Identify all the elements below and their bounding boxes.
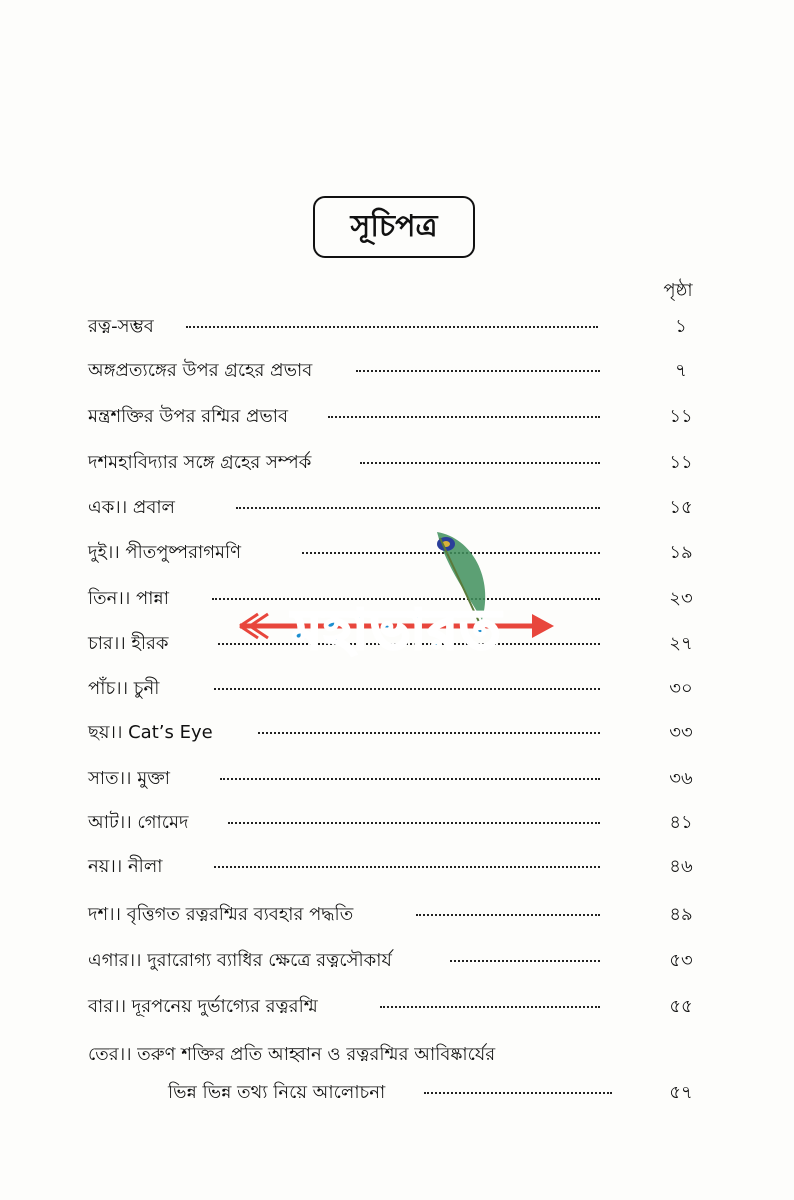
dot-leader bbox=[214, 866, 600, 868]
toc-entry-page: ১১ bbox=[669, 406, 693, 427]
toc-entry-title: নয়।। নীলা bbox=[88, 856, 163, 877]
toc-entry bbox=[88, 808, 708, 838]
dot-leader bbox=[186, 326, 598, 328]
dot-leader bbox=[258, 732, 600, 734]
toc-entry bbox=[88, 946, 708, 976]
toc-entry bbox=[88, 852, 708, 882]
toc-entry-title: দশমহাবিদ্যার সঙ্গে গ্রহের সম্পর্ক bbox=[88, 452, 312, 473]
dot-leader bbox=[416, 914, 600, 916]
toc-entry-page: ৩৩ bbox=[669, 722, 693, 743]
toc-entry-page: ৪৯ bbox=[669, 904, 693, 925]
toc-entry-title: সাত।। মুক্তা bbox=[88, 768, 170, 789]
toc-entry-title: এক।। প্রবাল bbox=[88, 497, 175, 518]
toc-entry bbox=[88, 718, 708, 748]
toc-entry bbox=[88, 312, 708, 342]
toc-entry-page: ৫৭ bbox=[669, 1082, 693, 1103]
toc-title-box bbox=[313, 196, 475, 258]
toc-entry-title: চার।। হীরক bbox=[88, 633, 169, 654]
toc-entry-title: এগার।। দুরারোগ্য ব্যাধির ক্ষেত্রে রত্নসৌকার্য bbox=[88, 950, 392, 971]
toc-entry-page: ৩৬ bbox=[669, 768, 693, 789]
toc-entry-page: ১৯ bbox=[669, 542, 693, 563]
dot-leader bbox=[360, 462, 600, 464]
dot-leader bbox=[328, 416, 600, 418]
toc-entry bbox=[88, 402, 708, 432]
toc-entry bbox=[88, 764, 708, 794]
toc-entry bbox=[88, 356, 708, 386]
toc-entry-multiline bbox=[88, 1040, 708, 1110]
dot-leader bbox=[236, 507, 600, 509]
toc-entry-title: দুই।। পীতপুষ্পরাগমণি bbox=[88, 542, 242, 563]
toc-entry-title: দশ।। বৃত্তিগত রত্নরশ্মির ব্যবহার পদ্ধতি bbox=[88, 904, 354, 925]
toc-entry-page: ৫৩ bbox=[669, 950, 693, 971]
toc-entry-title: অঙ্গপ্রত্যঙ্গের উপর গ্রহের প্রভাব bbox=[88, 360, 313, 381]
toc-entry-title-line1: তের।। তরুণ শক্তির প্রতি আহ্বান ও রত্নরশ্মির আবিষ্কার্যের bbox=[88, 1044, 496, 1065]
dot-leader bbox=[380, 1006, 600, 1008]
toc-entry-page: ৭ bbox=[675, 360, 687, 381]
dot-leader bbox=[220, 778, 600, 780]
toc-entry-title: পাঁচ।। চুনী bbox=[88, 678, 160, 699]
watermark-text: মহাভারত bbox=[292, 598, 503, 661]
toc-entry-title: মন্ত্রশক্তির উপর রশ্মির প্রভাব bbox=[88, 406, 289, 427]
toc-entry-page: ৪৬ bbox=[669, 856, 693, 877]
toc-entry-page: ৩০ bbox=[669, 678, 693, 699]
dot-leader bbox=[356, 370, 600, 372]
toc-entry-page: ১ bbox=[675, 316, 687, 337]
toc-entry bbox=[88, 448, 708, 478]
toc-entry-title: রত্ন-সম্ভব bbox=[88, 316, 154, 337]
dot-leader bbox=[450, 960, 600, 962]
toc-entry bbox=[88, 900, 708, 930]
toc-entry bbox=[88, 493, 708, 523]
toc-title: সূচিপত্র bbox=[350, 208, 438, 244]
toc-entry-page: ৫৫ bbox=[669, 996, 693, 1017]
dot-leader bbox=[424, 1092, 612, 1094]
toc-entry-page: ২৭ bbox=[669, 633, 693, 654]
toc-entry-page: ৪১ bbox=[669, 812, 693, 833]
toc-entry-title: আট।। গোমেদ bbox=[88, 812, 189, 833]
watermark-logo bbox=[232, 528, 562, 708]
toc-entry-page: ১১ bbox=[669, 452, 693, 473]
dot-leader bbox=[228, 822, 600, 824]
toc-entry-title: বার।। দূরপনেয় দুর্ভাগ্যের রত্নরশ্মি bbox=[88, 996, 318, 1017]
toc-entry-page: ২৩ bbox=[669, 588, 693, 609]
toc-entry-page: ১৫ bbox=[669, 497, 693, 518]
toc-entry-title: তিন।। পান্না bbox=[88, 588, 169, 609]
toc-entry bbox=[88, 992, 708, 1022]
toc-entry-title: ছয়।। Cat’s Eye bbox=[88, 722, 213, 743]
page-column-label: পৃষ্ঠা bbox=[663, 280, 693, 301]
toc-entry-title-line2: ভিন্ন ভিন্ন তথ্য নিয়ে আলোচনা bbox=[168, 1082, 386, 1103]
